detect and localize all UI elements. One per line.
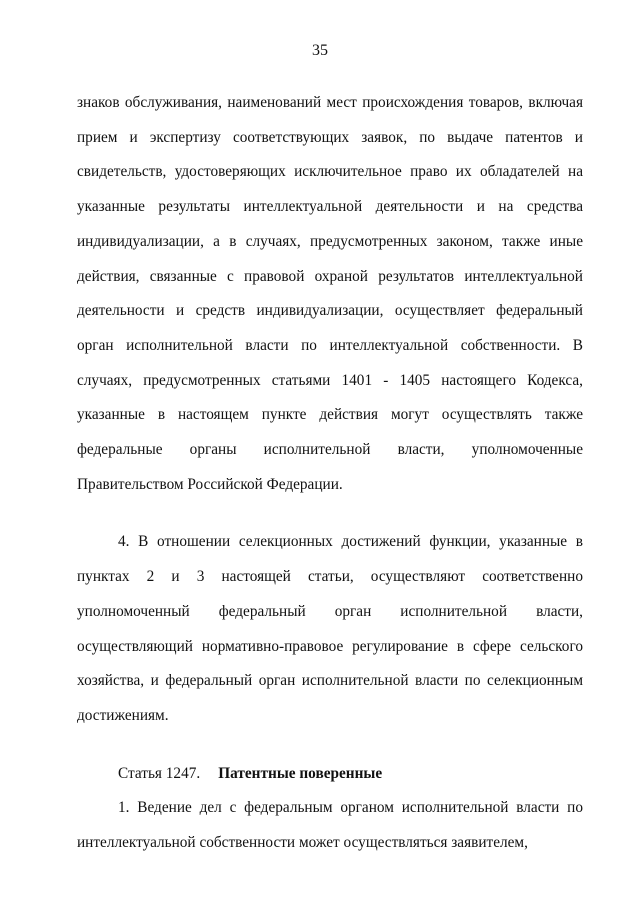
article-heading (77, 757, 583, 792)
document-body (77, 86, 583, 861)
paragraph-item-4: 4. В отношении селекционных достижений функции, указанные в пунктах 2 и 3 настоящей статьи, осуществляют соответственно уполномоченный федеральный орган исполнительной власти, осуществляющий нормативно-правовое регулирование в сфере сельского хозяйства, и федеральный орган исполнительной власти по селекционным достижениям. (77, 533, 583, 724)
page-number: 35 (312, 42, 328, 59)
paragraph-continuation: знаков обслуживания, наименований мест происхождения товаров, включая прием и экспертизу соответствующих заявок, по выдаче патентов и свидетельств, удостоверяющих исключительное право их обладателей на указанные результаты интеллектуальной деятельности и на средства индивидуализации, а в случаях, предусмотренных законом, также иные действия, связанные с правовой охраной результатов интеллектуальной деятельности и средств индивидуализации, осуществляет федеральный орган исполнительной власти по интеллектуальной собственности. В случаях, предусмотренных статьями 1401 - 1405 настоящего Кодекса, указанные в настоящем пункте действия могут осуществлять также федеральные органы исполнительной власти, уполномоченные Правительством Российской Федерации. (77, 94, 583, 493)
paragraph-spacer (77, 502, 583, 525)
paragraph-item-1: 1. Ведение дел с федеральным органом исполнительной власти по интеллектуальной собственности может осуществляться заявителем, (77, 799, 583, 852)
article-number: Статья 1247. (118, 764, 201, 782)
article-title: Патентные поверенные (218, 764, 383, 782)
paragraph-spacer (77, 734, 583, 757)
